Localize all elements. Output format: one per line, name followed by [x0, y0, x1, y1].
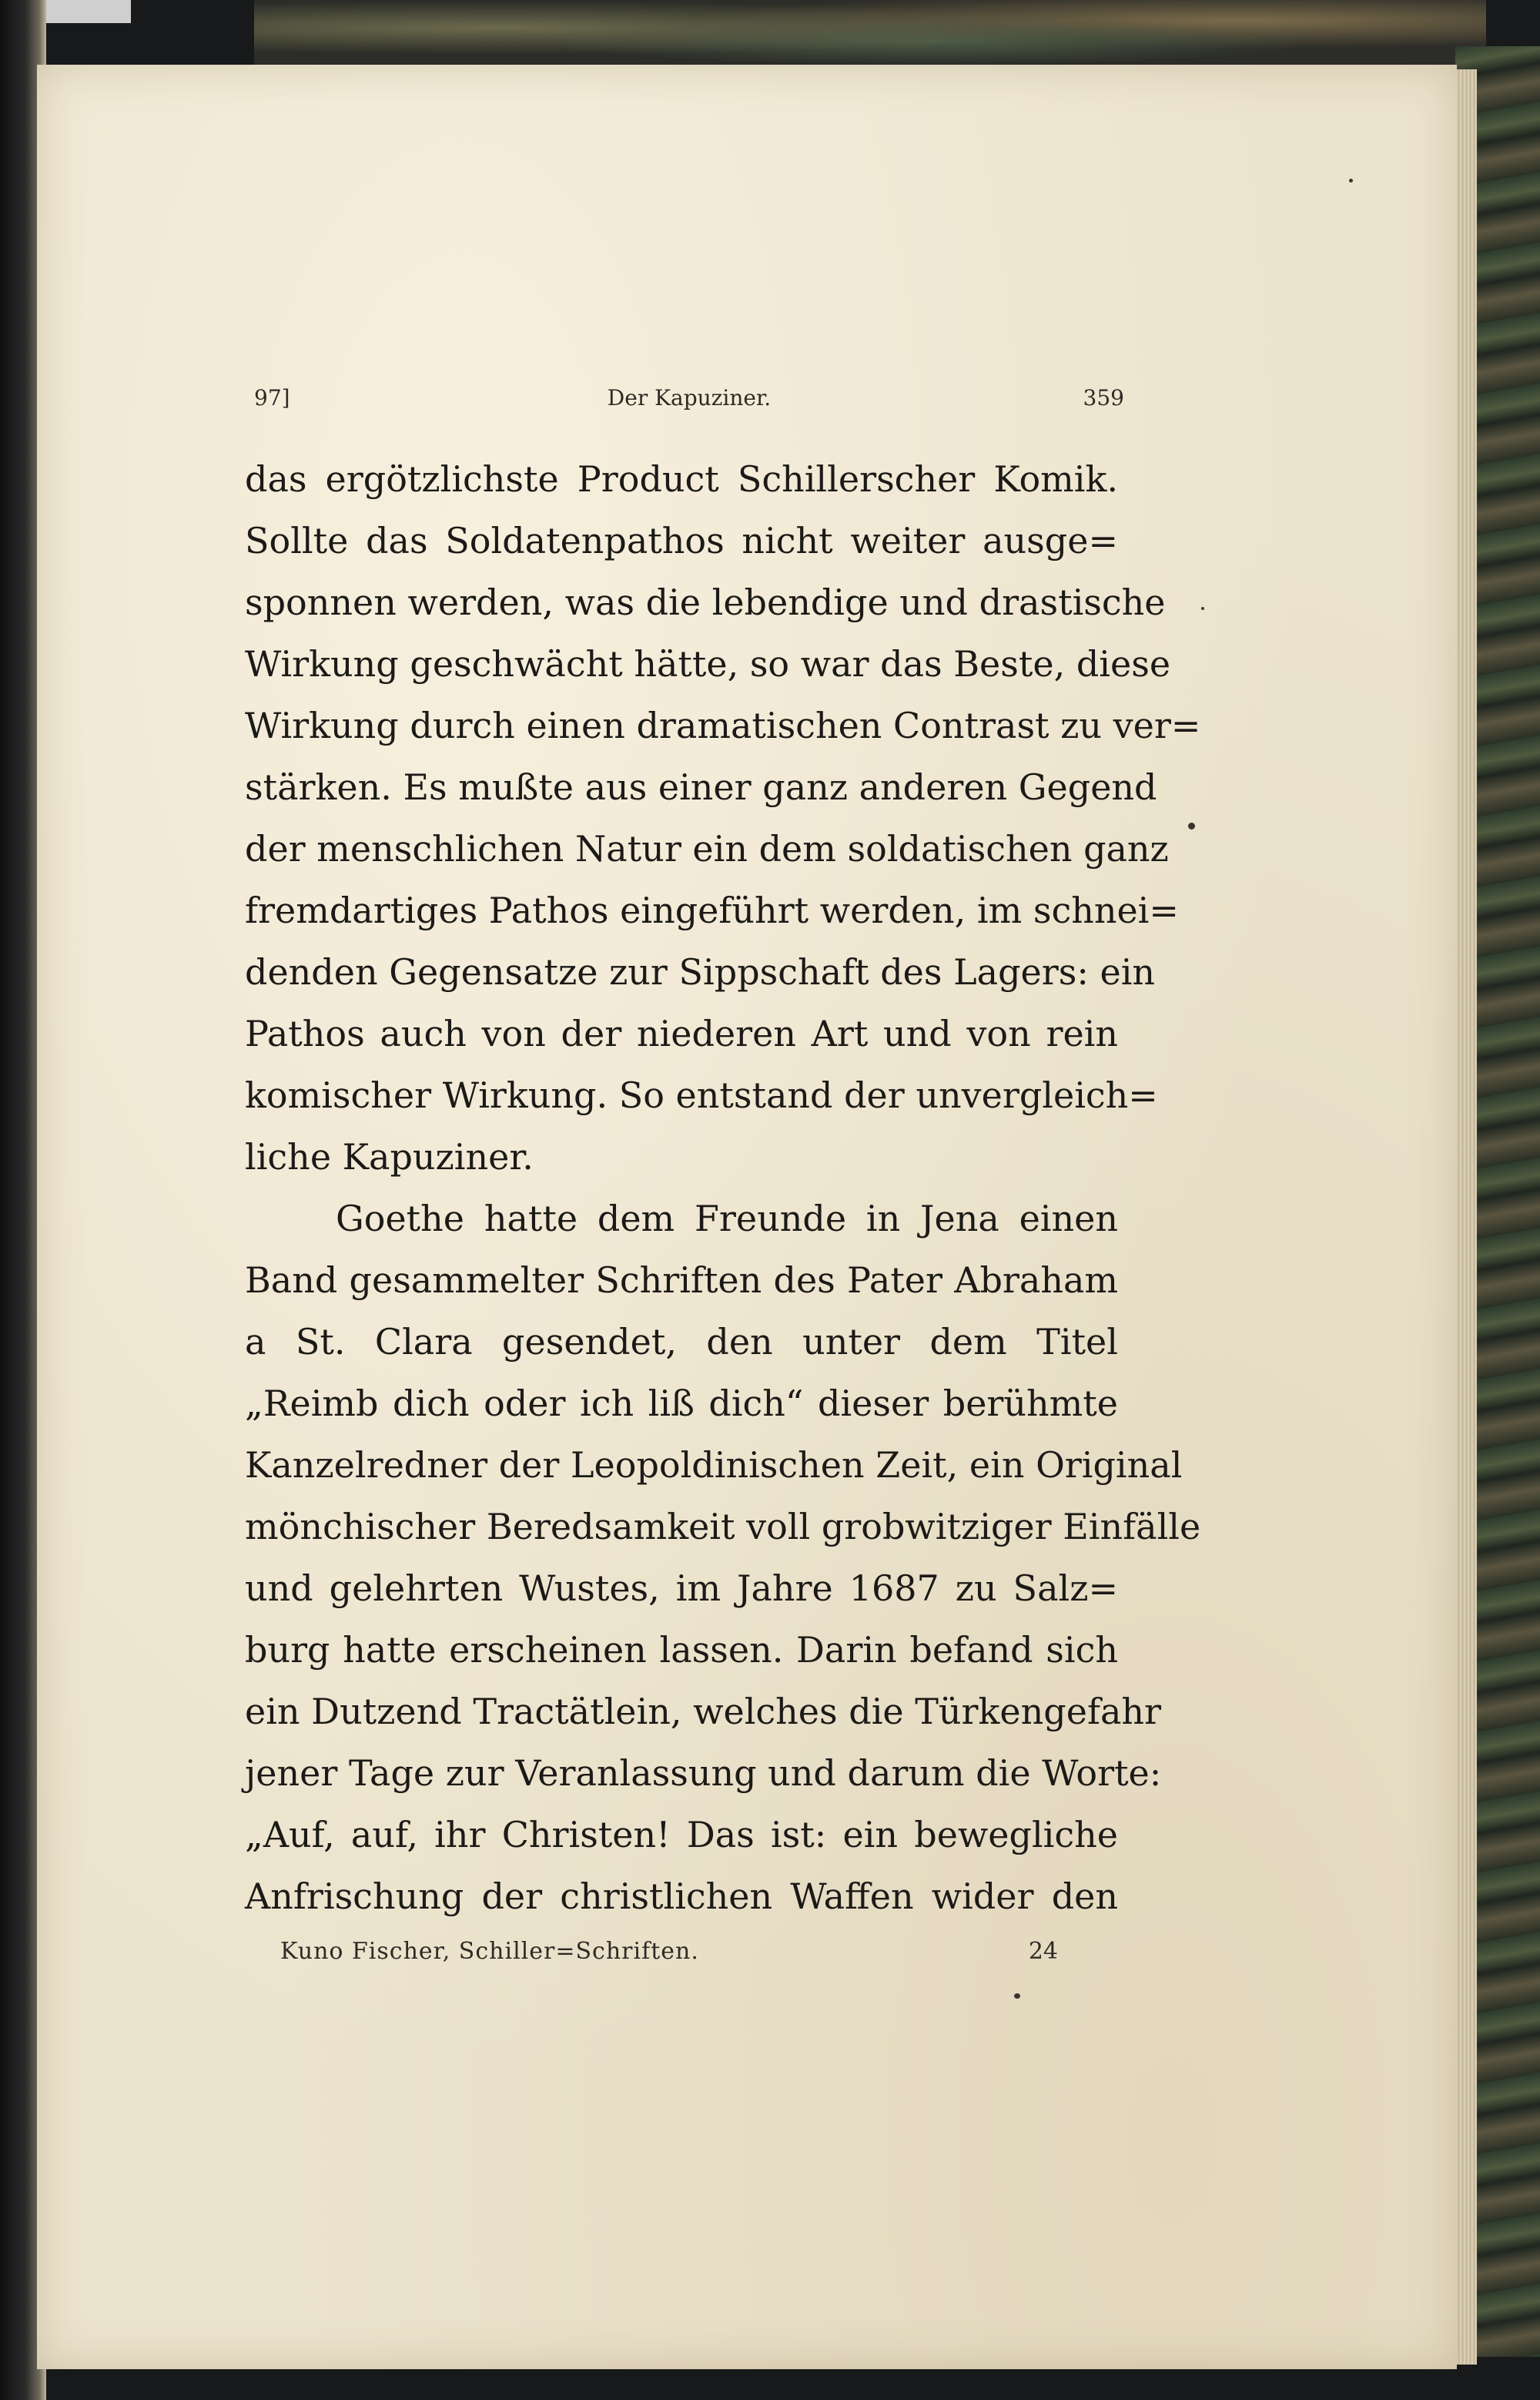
text-line: „Reimb dich oder ich liß dich“ dieser berühmte: [245, 1383, 1118, 1424]
text-line: sponnen werden, was die lebendige und drastische: [245, 582, 1166, 623]
text-line: das ergötzlichste Product Schillerscher Komik.: [245, 458, 1118, 500]
signature-line: Kuno Fischer, Schiller=Schriften.: [280, 1938, 699, 1965]
paper-speck: [1188, 823, 1195, 830]
text-line: Band gesammelter Schriften des Pater Abraham: [245, 1259, 1118, 1301]
body-text: [245, 448, 1201, 1927]
text-line: der menschlichen Natur ein dem soldatischen ganz: [245, 828, 1169, 870]
paper-speck: [1201, 607, 1204, 610]
page-footer: [280, 1938, 1058, 1969]
text-line: mönchischer Beredsamkeit voll grobwitziger Einfälle: [245, 1506, 1201, 1547]
text-line: ein Dutzend Tractätlein, welches die Türkengefahr: [245, 1691, 1162, 1732]
text-line: Wirkung geschwächt hätte, so war das Beste, diese: [245, 643, 1171, 685]
text-line: denden Gegensatze zur Sippschaft des Lagers: ein: [245, 951, 1156, 993]
header-section-number: 97]: [254, 385, 290, 411]
text-line: stärken. Es mußte aus einer ganz anderen Gegend: [245, 766, 1157, 808]
text-line: Anfrischung der christlichen Waffen wider den: [245, 1875, 1118, 1917]
header-title: Der Kapuziner.: [607, 385, 772, 411]
sheet-number: 24: [1028, 1938, 1058, 1965]
text-line: Wirkung durch einen dramatischen Contrast zu ver=: [245, 705, 1201, 746]
text-line: Pathos auch von der niederen Art und von rein: [245, 1013, 1118, 1054]
paper-speck: [1014, 1993, 1020, 1999]
text-line: jener Tage zur Veranlassung und darum die Worte:: [245, 1752, 1162, 1794]
page-edges: [1457, 69, 1477, 2365]
text-line: „Auf, auf, ihr Christen! Das ist: ein bewegliche: [245, 1814, 1118, 1855]
page-number: 359: [1083, 385, 1124, 411]
marbled-cover-top: [254, 0, 1486, 69]
running-header: [254, 385, 1124, 416]
text-line: Kanzelredner der Leopoldinischen Zeit, ein Original: [245, 1444, 1183, 1486]
paper-speck: [1349, 179, 1353, 183]
text-line: und gelehrten Wustes, im Jahre 1687 zu Salz=: [245, 1567, 1118, 1609]
text-line: komischer Wirkung. So entstand der unvergleich=: [245, 1074, 1158, 1116]
text-line: Goethe hatte dem Freunde in Jena einen: [336, 1198, 1118, 1239]
text-line: Sollte das Soldatenpathos nicht weiter ausge=: [245, 520, 1118, 561]
text-line: fremdartiges Pathos eingeführt werden, im schnei=: [245, 890, 1179, 931]
text-line: a St. Clara gesendet, den unter dem Titel: [245, 1321, 1118, 1363]
text-line: burg hatte erscheinen lassen. Darin befand sich: [245, 1629, 1118, 1671]
text-line: liche Kapuziner.: [245, 1136, 534, 1178]
